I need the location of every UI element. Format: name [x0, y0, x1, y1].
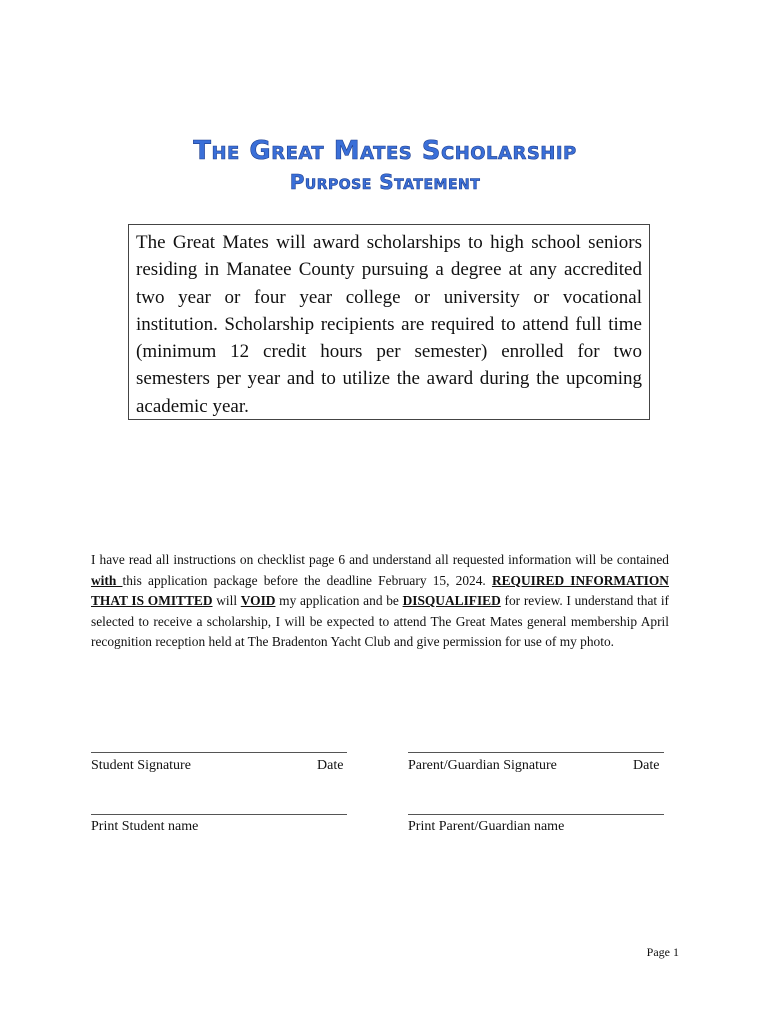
agreement-with-emphasis: with	[91, 572, 123, 588]
print-parent-label: Print Parent/Guardian name	[408, 819, 565, 834]
print-parent-line[interactable]	[408, 814, 664, 815]
disqualified-warning: DISQUALIFIED	[402, 593, 501, 609]
purpose-statement-box	[128, 224, 650, 420]
agreement-text-1: I have read all instructions on checklist page 6 and understand all requested information will be contained	[91, 552, 669, 567]
print-student-label: Print Student name	[91, 819, 199, 834]
document-subtitle: Purpose Statement	[289, 170, 481, 194]
void-warning: VOID	[240, 593, 276, 609]
agreement-paragraph	[91, 550, 669, 653]
agreement-text-2: this application package before the deadline February 15, 2024.	[122, 572, 492, 588]
parent-signature-line[interactable]	[408, 752, 664, 753]
parent-date-label: Date	[633, 758, 660, 773]
document-title: The Great Mates Scholarship	[193, 136, 577, 166]
agreement-text-5: for review. I understand that if selected to receive a scholarship, I will be expected to attend The Great Mates general membership April recognition reception held at The Bradenton Yacht Club and give permission for use of my photo.	[91, 593, 670, 650]
parent-signature-label: Parent/Guardian Signature	[408, 758, 557, 773]
agreement-text-3: will	[212, 593, 241, 609]
student-signature-line[interactable]	[91, 752, 347, 753]
required-warning: REQUIRED INFORMATION THAT IS OMITTED	[91, 572, 669, 609]
agreement-text-4: my application and be	[275, 593, 403, 609]
page-number: Page 1	[646, 945, 679, 959]
student-signature-label: Student Signature	[91, 758, 191, 773]
purpose-statement-text: The Great Mates will award scholarships to high school seniors residing in Manatee County pursuing a degree at any accredited two year or four year college or university or vocational institution. Scholarship recipients are required to attend full time (minimum 12 credit hours per semester) enrolled for two semesters per year and to utilize the award during the upcoming academic year.	[136, 232, 642, 417]
student-date-label: Date	[317, 758, 344, 773]
print-student-line[interactable]	[91, 814, 347, 815]
